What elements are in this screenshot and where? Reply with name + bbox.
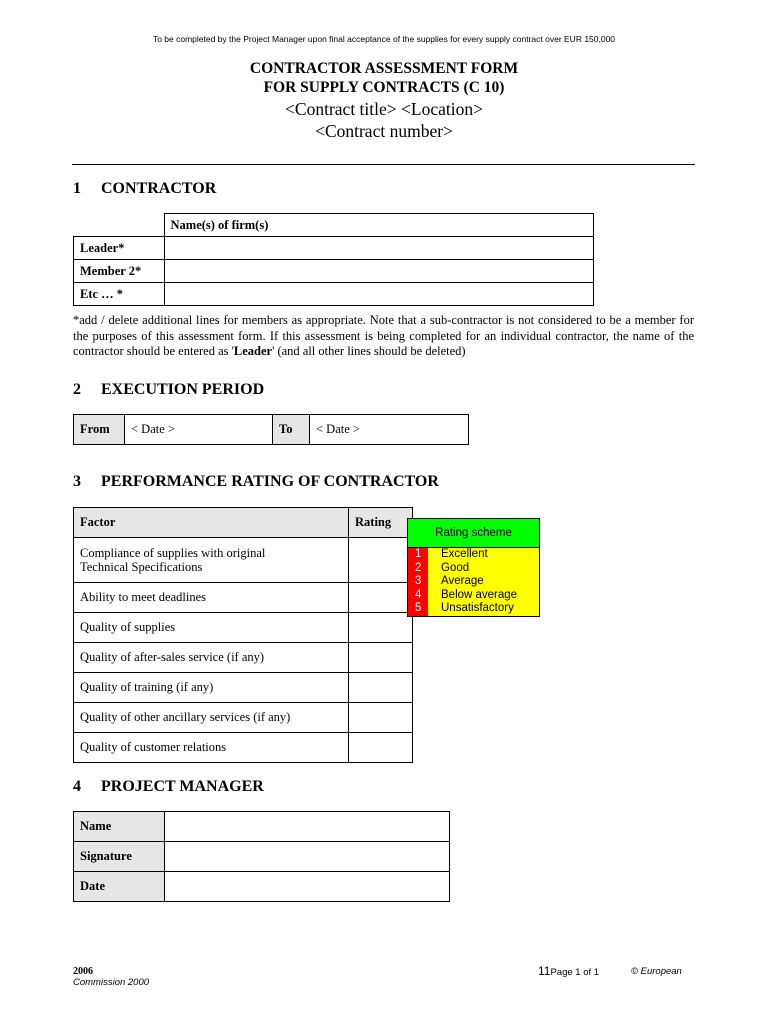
rating-scheme-number: 5 (408, 602, 428, 616)
rating-scheme-item (408, 548, 539, 562)
rating-scheme-label: Excellent (441, 548, 488, 560)
header-note: To be completed by the Project Manager upon final acceptance of the supplies for every supply contract over EUR 150,000 (152, 34, 616, 44)
section3-heading (73, 473, 439, 491)
rating-scheme-number: 2 (408, 562, 428, 576)
section1-number: 1 (73, 180, 81, 197)
factor-row (74, 538, 413, 583)
pm-date-field[interactable] (165, 872, 450, 902)
rating-scheme-item (408, 589, 539, 603)
rating-scheme-title: Rating scheme (408, 519, 539, 548)
note-text-end: ' (and all other lines should be deleted) (272, 344, 466, 358)
rating-scheme-label: Good (441, 561, 470, 574)
pm-name-field[interactable] (165, 812, 450, 842)
rating-scheme-label: Unsatisfactory (441, 602, 514, 615)
section1-title: CONTRACTOR (101, 180, 217, 197)
from-date-field[interactable]: < Date > (125, 415, 273, 445)
factor-row (74, 643, 413, 673)
factor-label: Ability to meet deadlines (74, 583, 349, 613)
rating-field[interactable] (349, 583, 413, 613)
contractor-note (73, 313, 694, 360)
performance-table (73, 507, 413, 763)
rating-field[interactable] (349, 643, 413, 673)
rating-scheme-item (408, 562, 539, 576)
factor-row (74, 673, 413, 703)
section2-number: 2 (73, 381, 81, 398)
factor-label (74, 538, 349, 583)
to-date-field[interactable]: < Date > (310, 415, 469, 445)
factor-row (74, 703, 413, 733)
contractor-label: Etc … * (74, 283, 165, 306)
rating-field[interactable] (349, 613, 413, 643)
section4-title: PROJECT MANAGER (101, 778, 264, 795)
pm-label: Name (74, 812, 165, 842)
footer-year: 2006 (73, 966, 93, 977)
factor-row (74, 613, 413, 643)
footer-commission: Commission 2000 (73, 977, 150, 988)
pm-row-signature (74, 842, 450, 872)
form-title-line2: FOR SUPPLY CONTRACTS (C 10) (263, 79, 505, 96)
factor-row (74, 583, 413, 613)
note-bold: Leader (233, 344, 273, 358)
rating-scheme-item (408, 602, 539, 616)
factor-row (74, 733, 413, 763)
contract-title-location: <Contract title> <Location> (285, 99, 483, 119)
contractor-name-field[interactable] (164, 237, 594, 260)
contractor-name-field[interactable] (164, 283, 594, 306)
factor-label: Quality of supplies (74, 613, 349, 643)
project-manager-table (73, 811, 450, 902)
rating-field[interactable] (349, 703, 413, 733)
contractor-name-field[interactable] (164, 260, 594, 283)
pm-row-name (74, 812, 450, 842)
pm-row-date (74, 872, 450, 902)
rating-column-header: Rating (349, 508, 413, 538)
contractor-label: Member 2* (74, 260, 165, 283)
factor-label: Quality of training (if any) (74, 673, 349, 703)
contract-number: <Contract number> (315, 121, 453, 141)
factor-column-header: Factor (74, 508, 349, 538)
section3-number: 3 (73, 473, 81, 490)
section4-heading (73, 778, 264, 796)
rating-scheme-number: 4 (408, 589, 428, 603)
contractor-label: Leader* (74, 237, 165, 260)
contractor-row-leader (74, 237, 594, 260)
execution-period-table (73, 414, 469, 445)
rating-scheme-label: Below average (441, 588, 518, 601)
rating-scheme-legend (407, 518, 540, 617)
footer-page-number: 11 (538, 964, 551, 978)
contractor-table-corner (74, 214, 165, 237)
to-label: To (273, 415, 310, 445)
rating-field[interactable] (349, 673, 413, 703)
firm-names-header: Name(s) of firm(s) (164, 214, 594, 237)
rating-field[interactable] (349, 733, 413, 763)
form-title-line1: CONTRACTOR ASSESSMENT FORM (249, 60, 519, 77)
factor-label: Quality of after-sales service (if any) (74, 643, 349, 673)
section2-title: EXECUTION PERIOD (101, 381, 265, 398)
contractor-row-etc (74, 283, 594, 306)
factor-label-line1: Compliance of supplies with original (80, 546, 266, 560)
pm-label: Date (74, 872, 165, 902)
section2-heading (73, 381, 264, 399)
from-label: From (74, 415, 125, 445)
section4-number: 4 (73, 778, 81, 795)
rating-scheme-number: 1 (408, 548, 428, 562)
title-divider (72, 164, 695, 165)
pm-label: Signature (74, 842, 165, 872)
rating-scheme-number: 3 (408, 575, 428, 589)
factor-label: Quality of customer relations (74, 733, 349, 763)
note-text: *add / delete additional lines for members as appropriate. Note that a sub-contractor is not considered to be a member for the purposes of this assessment form. If this assessment is being completed for an individual contractor, the name of the contractor should be entered as ' (73, 313, 694, 358)
factor-label: Quality of other ancillary services (if any) (74, 703, 349, 733)
pm-signature-field[interactable] (165, 842, 450, 872)
footer-page (538, 964, 599, 978)
footer-page-text: Page 1 of 1 (550, 967, 600, 978)
rating-field[interactable] (349, 538, 413, 583)
rating-scheme-item (408, 575, 539, 589)
rating-scheme-label: Average (441, 575, 484, 588)
contractor-table (73, 213, 594, 306)
factor-label-line2: Technical Specifications (80, 560, 203, 574)
contractor-row-member2 (74, 260, 594, 283)
section3-title: PERFORMANCE RATING OF CONTRACTOR (101, 473, 439, 490)
section1-heading (73, 180, 216, 198)
footer-copyright: © European (631, 966, 682, 977)
